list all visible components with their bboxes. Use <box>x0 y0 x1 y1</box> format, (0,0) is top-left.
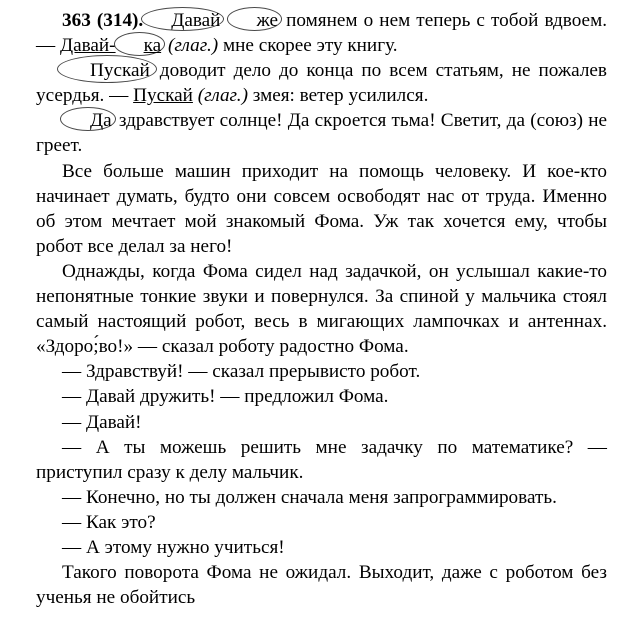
dialogue-line-7: — А этому нужно учиться! <box>62 536 285 558</box>
exercise-sentence-1 <box>36 8 607 58</box>
exercise-363 <box>36 8 607 610</box>
underlined-word-puskay: Пускай <box>133 85 193 107</box>
circled-particle-davay: Давай <box>143 8 222 33</box>
dialogue-line-5: — Конечно, но ты должен сначала меня запрограммировать. <box>62 486 557 508</box>
dialogue-line-4: — А ты можешь решить мне задачку по математике? — приступил сразу к делу мальчик. <box>36 436 607 483</box>
exercise-number: 363 (314). <box>62 10 144 31</box>
circled-particle-puskay: Пускай <box>62 58 152 83</box>
body-paragraph-1: Все больше машин приходит на помощь человеку. И кое-кто начинает думать, будто они совсем освободят нас от труда. Именно об этом мечтает мой знакомый Фома. Уж так хочется ему, чтобы робот все делал за него! <box>36 160 607 257</box>
circled-particle-da: Да <box>62 108 114 133</box>
exercise-sentence-3 <box>36 108 607 158</box>
body-paragraph-3: Такого поворота Фома не ожидал. Выходит, даже с роботом без ученья не обойтись <box>36 562 607 609</box>
sentence-text: помянем о нем теперь с тобой вдвоем. — <box>36 10 608 57</box>
circled-particle-ka: ка <box>116 33 164 58</box>
exercise-sentence-2 <box>36 58 607 108</box>
dialogue-line-2: — Давай дружить! — предложил Фома. <box>62 386 389 408</box>
body-paragraph-2: Однажды, когда Фома сидел над задачкой, он услышал какие-то непонятные тонкие звуки и повернулся. За спиной у мальчика стоял самый настоящий робот, весь в мигающих лампочках и антеннах. «Здоро;́во!» — сказал роботу радостно Фома. <box>36 260 607 358</box>
sentence-text: доводит дело до конца по всем статьям, не пожалев усердья. — <box>36 60 607 107</box>
sentence-text: здравствует солнце! Да скроется тьма! Светит, да (союз) не греет. <box>36 110 607 157</box>
sentence-text-tail: змея: ветер усилился. <box>247 85 429 107</box>
sentence-text-tail: мне скорее эту книгу. <box>218 35 398 57</box>
circled-particle-zhe: же <box>229 8 281 33</box>
underlined-word-davay-ka-stem: Давай- <box>59 35 116 57</box>
part-of-speech-marker-glag: (глаг.) <box>167 35 219 57</box>
dialogue-line-1: — Здравствуй! — сказал прерывисто робот. <box>62 361 421 383</box>
dialogue-line-3: — Давай! <box>62 411 142 433</box>
part-of-speech-marker-glag: (глаг.) <box>197 85 248 107</box>
dialogue-line-6: — Как это? <box>62 511 156 533</box>
